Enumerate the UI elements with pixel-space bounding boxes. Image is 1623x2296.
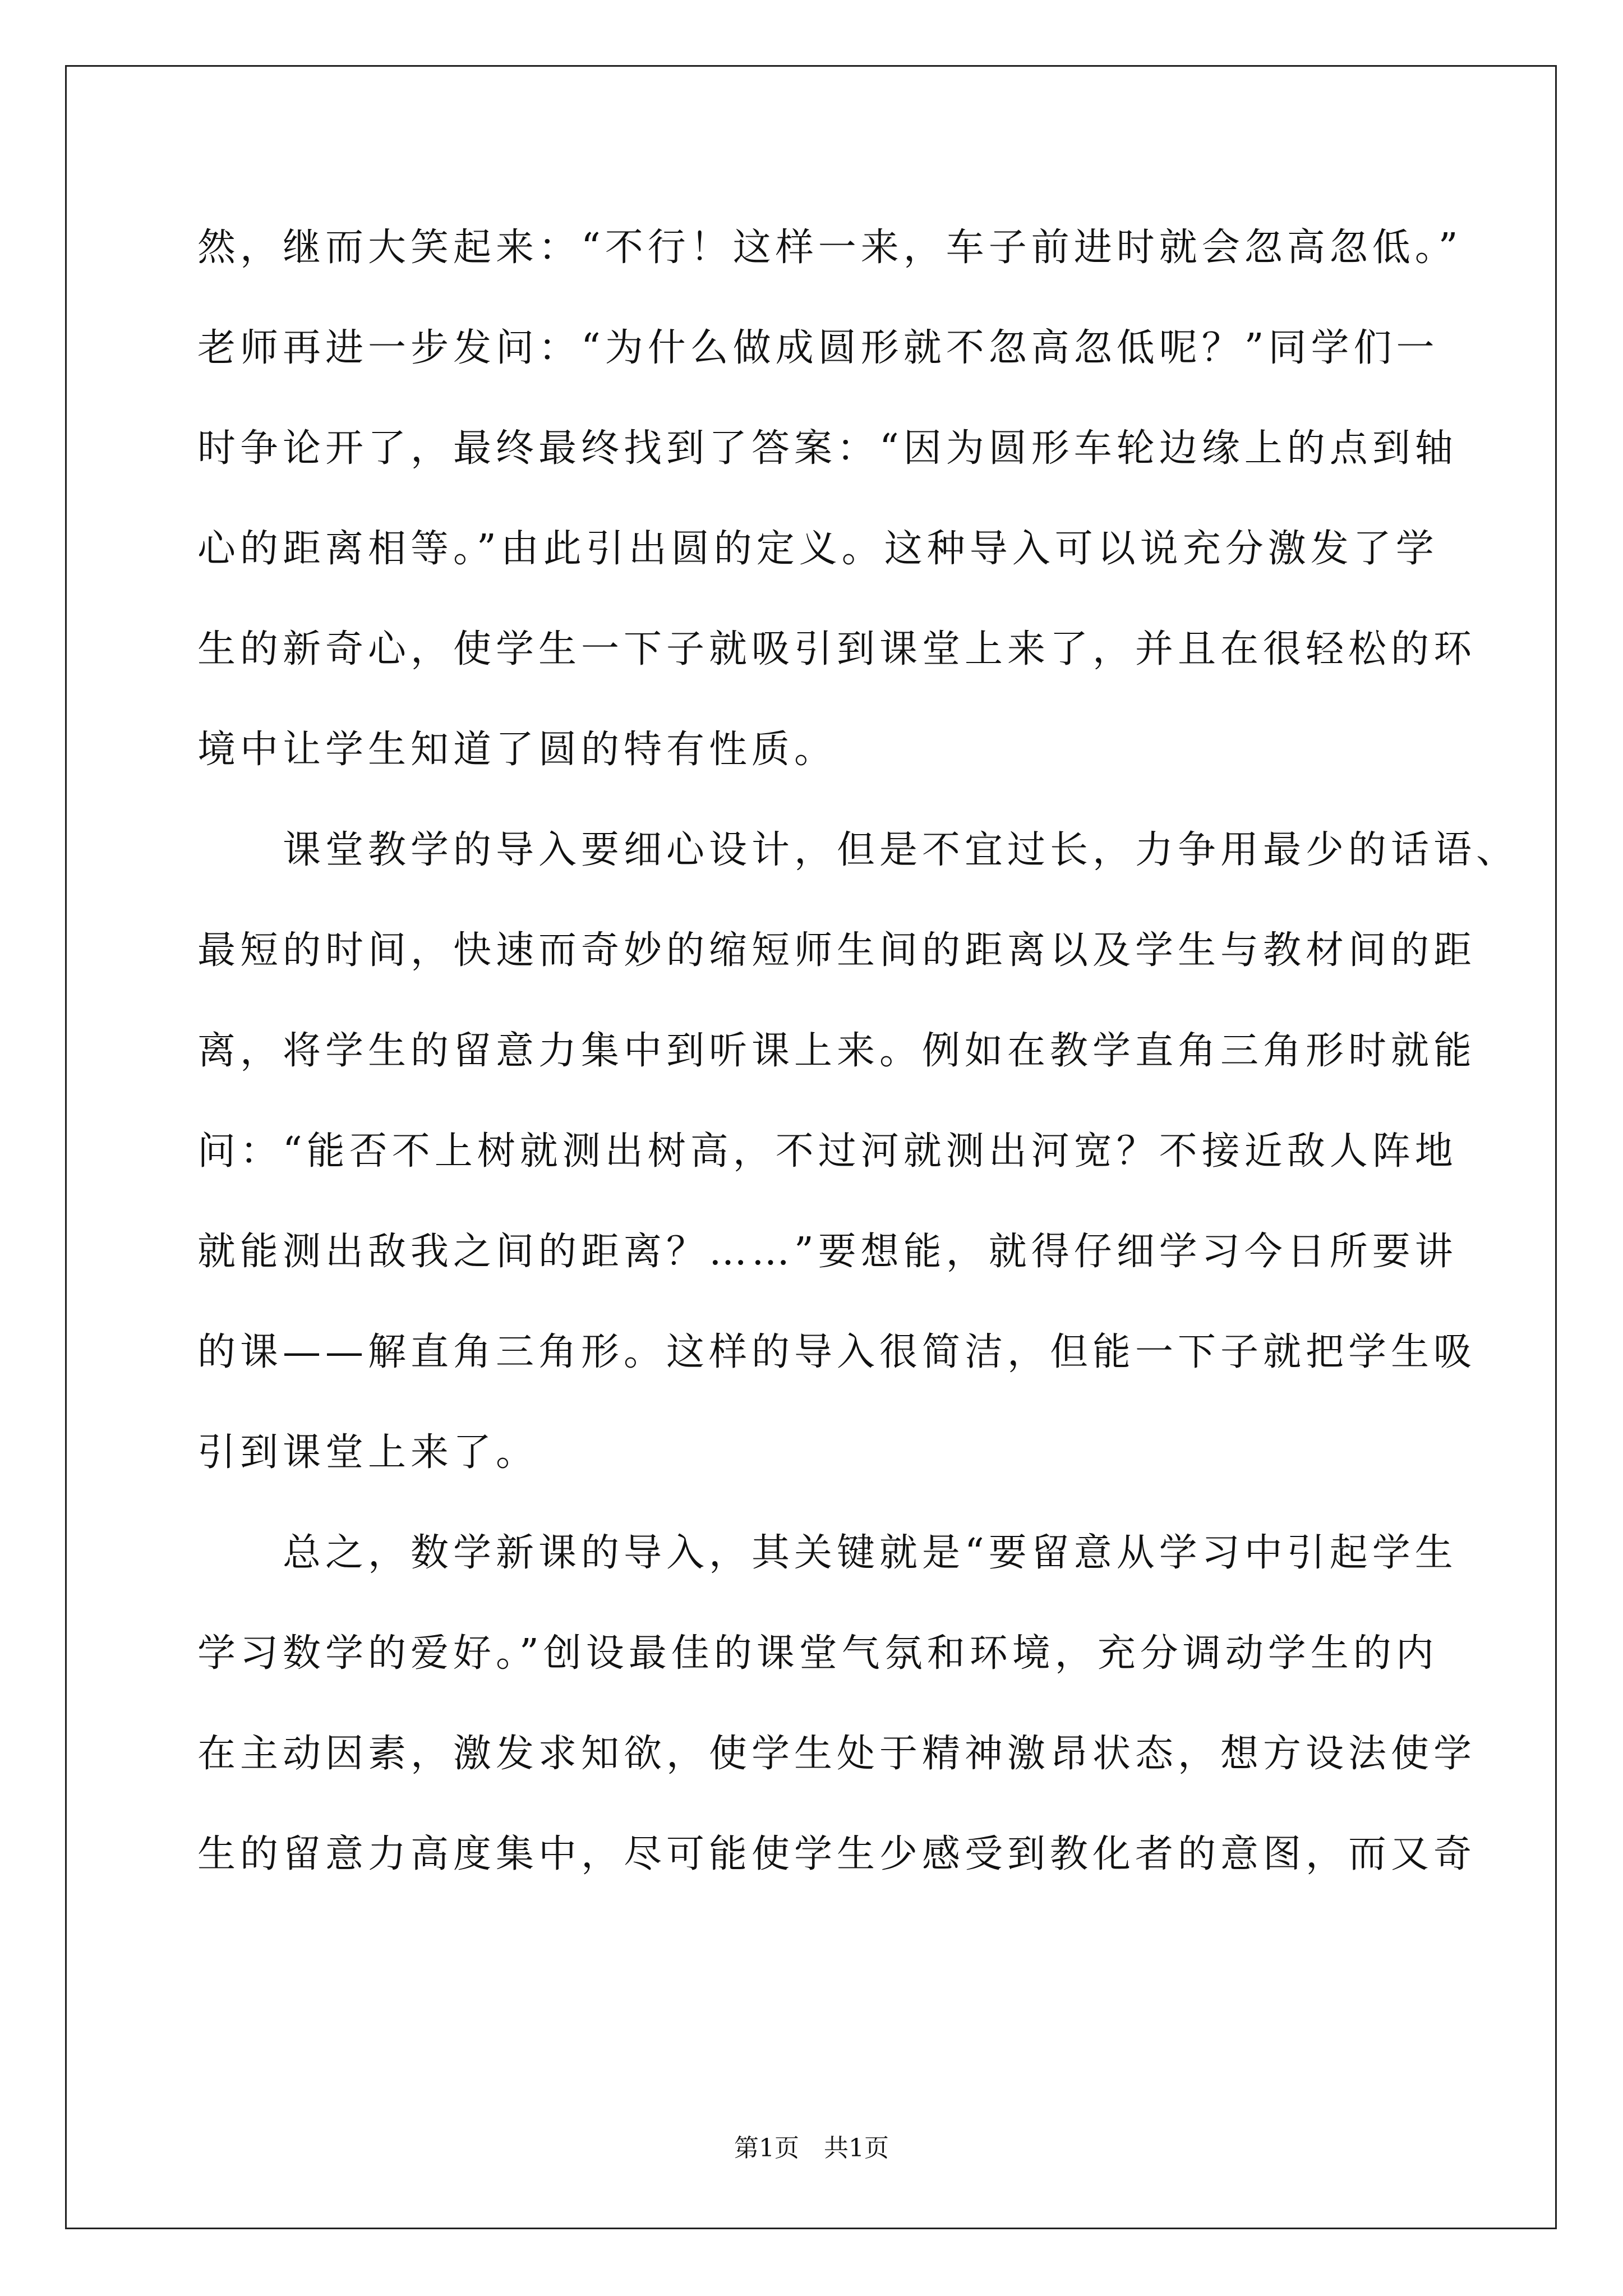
text-line: 时争论开了，最终最终找到了答案：“因为圆形车轮边缘上的点到轴 xyxy=(197,426,1458,471)
paragraph-start-line: 课堂教学的导入要细心设计，但是不宜过长，力争用最少的话语、 xyxy=(283,828,1519,872)
text-line: 的课——解直角三角形。这样的导入很简洁，但能一下子就把学生吸 xyxy=(197,1330,1477,1374)
text-line: 离，将学生的留意力集中到听课上来。例如在教学直角三角形时就能 xyxy=(197,1029,1477,1073)
document-body xyxy=(197,197,1519,1904)
text-line: 生的留意力高度集中，尽可能使学生少感受到教化者的意图，而又奇 xyxy=(197,1832,1477,1876)
text-line: 就能测出敌我之间的距离？……”要想能，就得仔细学习今日所要讲 xyxy=(197,1230,1458,1274)
text-line: 心的距离相等。”由此引出圆的定义。这种导入可以说充分激发了学 xyxy=(197,527,1438,571)
text-line: 老师再进一步发问：“为什么做成圆形就不忽高忽低呢？”同学们一 xyxy=(197,326,1439,370)
text-line: 引到课堂上来了。 xyxy=(197,1430,539,1475)
text-line: 生的新奇心，使学生一下子就吸引到课堂上来了，并且在很轻松的环 xyxy=(197,627,1477,671)
page-number-footer: 第1页 共1页 xyxy=(734,2134,889,2162)
text-line: 最短的时间，快速而奇妙的缩短师生间的距离以及学生与教材间的距 xyxy=(197,928,1477,973)
text-line: 学习数学的爱好。”创设最佳的课堂气氛和环境，充分调动学生的内 xyxy=(197,1631,1438,1676)
text-line: 境中让学生知道了圆的特有性质。 xyxy=(197,728,837,772)
paragraph-start-line: 总之，数学新课的导入，其关键就是“要留意从学习中引起学生 xyxy=(283,1531,1458,1575)
text-line: 在主动因素，激发求知欲，使学生处于精神激昂状态，想方设法使学 xyxy=(197,1732,1477,1776)
text-line: 然，继而大笑起来：“不行！这样一来，车子前进时就会忽高忽低。” xyxy=(197,226,1463,270)
text-line: 问：“能否不上树就测出树高，不过河就测出河宽？不接近敌人阵地 xyxy=(197,1129,1458,1174)
